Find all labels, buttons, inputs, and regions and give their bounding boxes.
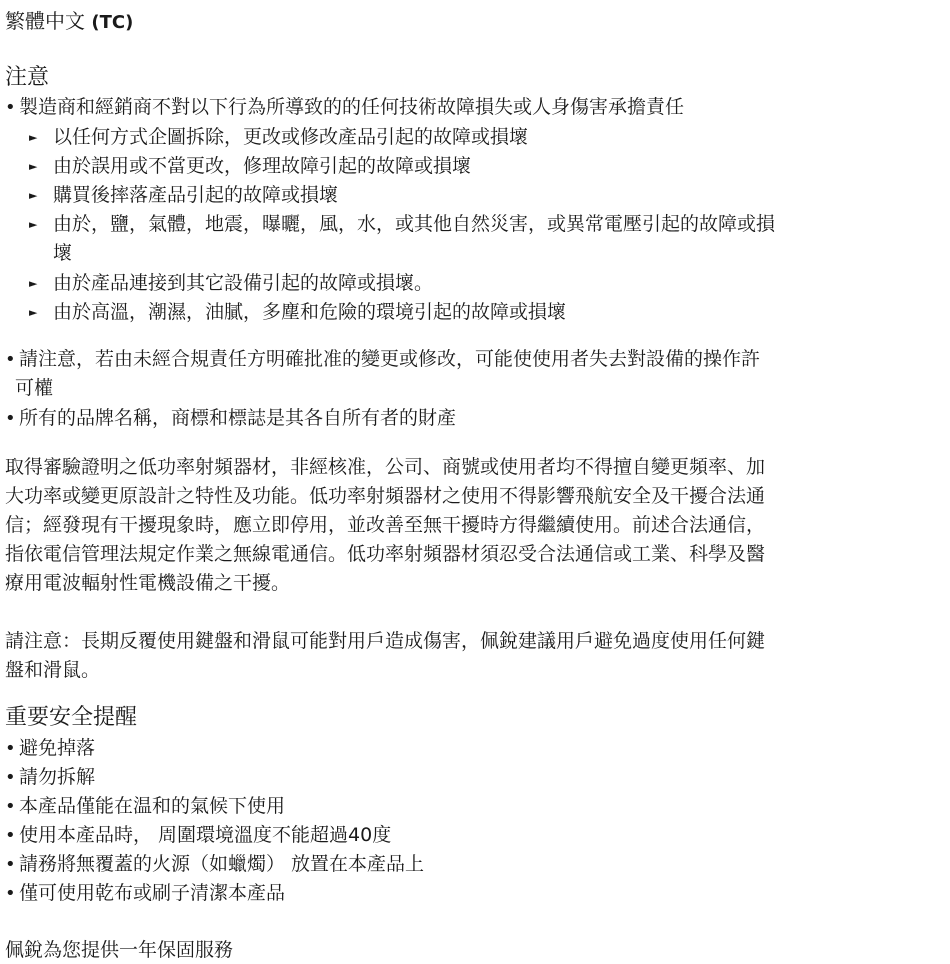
language-title	[5, 7, 133, 37]
sub-item-text: 以任何方式企圖拆除，更改或修改產品引起的故障或損壞	[53, 126, 529, 148]
bullet-dot: •	[5, 349, 16, 370]
sub-item-text: 由於高溫，潮濕，油膩，多塵和危險的環境引起的故障或損壞	[53, 301, 567, 323]
triangle-bullet-icon: ►	[29, 160, 38, 173]
paragraph-line: 指依電信管理法規定作業之無線電通信。低功率射頻器材須忍受合法通信或工業、科學及醫	[5, 543, 766, 565]
bullet-text: 所有的品牌名稱，商標和標誌是其各自所有者的財產	[19, 407, 457, 429]
triangle-bullet-icon: ►	[29, 189, 38, 202]
paragraph-line: 大功率或變更原設計之特性及功能。低功率射頻器材之使用不得影響飛航安全及干擾合法通	[5, 485, 766, 507]
paragraph-line: 療用電波輻射性電機設備之干擾。	[5, 572, 291, 594]
bullet-dot: •	[5, 767, 16, 788]
sub-item-text: 由於誤用或不當更改，修理故障引起的故障或損壞	[53, 155, 472, 177]
liability-sub-item	[29, 123, 528, 152]
liability-sub-item	[29, 298, 566, 327]
regulation-paragraph	[5, 453, 950, 598]
triangle-bullet-icon: ►	[29, 306, 38, 319]
safety-item	[5, 821, 391, 850]
safety-item-text: 使用本產品時， 周圍環境溫度不能超過40度	[19, 824, 392, 846]
bullet-dot: •	[5, 796, 16, 817]
notice-heading: 注意	[5, 65, 50, 90]
sub-item-text: 由於產品連接到其它設備引起的故障或損壞。	[53, 272, 434, 294]
bullet-dot: •	[5, 825, 16, 846]
notice-bullet-modification	[5, 345, 760, 374]
bullet-continuation: 可權	[15, 377, 54, 399]
bullet-dot: •	[5, 738, 16, 759]
safety-item	[5, 792, 285, 821]
safety-item	[5, 879, 285, 908]
bullet-text: 製造商和經銷商不對以下行為所導致的的任何技術故障損失或人身傷害承擔責任	[19, 96, 685, 118]
safety-item-text: 請務將無覆蓋的火源（如蠟燭） 放置在本產品上	[19, 853, 425, 875]
liability-sub-item	[29, 210, 775, 239]
paragraph-line: 信；經發現有干擾現象時，應立即停用，並改善至無干擾時方得繼續使用。前述合法通信，	[5, 514, 766, 536]
liability-sub-item	[29, 269, 433, 298]
notice-bullet-liability	[5, 93, 684, 122]
triangle-bullet-icon: ►	[29, 218, 38, 231]
sub-item-continuation: 壞	[53, 242, 73, 264]
paragraph-line: 取得審驗證明之低功率射頻器材，非經核准，公司、商號或使用者均不得擅自變更頻率、加	[5, 456, 766, 478]
safety-item	[5, 734, 95, 763]
safety-item-text: 請勿拆解	[19, 766, 96, 788]
liability-sub-item	[29, 181, 338, 210]
triangle-bullet-icon: ►	[29, 131, 38, 144]
sub-item-text: 由於，鹽，氣體，地震，曝曬，風，水，或其他自然災害，或異常電壓引起的故障或損	[53, 213, 776, 235]
paragraph-line: 請注意：長期反覆使用鍵盤和滑鼠可能對用戶造成傷害，佩銳建議用戶避免過度使用任何鍵	[5, 630, 766, 652]
bullet-dot: •	[5, 97, 16, 118]
bullet-dot: •	[5, 854, 16, 875]
safety-item	[5, 763, 95, 792]
bullet-dot: •	[5, 883, 16, 904]
safety-item-text: 本產品僅能在温和的氣候下使用	[19, 795, 286, 817]
safety-heading: 重要安全提醒	[5, 705, 138, 730]
triangle-bullet-icon: ►	[29, 277, 38, 290]
bullet-dot: •	[5, 408, 16, 429]
bullet-text: 請注意，若由未經合規責任方明確批准的變更或修改，可能使使用者失去對設備的操作許	[19, 348, 761, 370]
safety-item-text: 避免掉落	[19, 737, 96, 759]
language-code: (TC)	[91, 12, 134, 33]
liability-sub-item	[29, 152, 471, 181]
safety-item	[5, 850, 424, 879]
safety-item-text: 僅可使用乾布或刷子清潔本產品	[19, 882, 286, 904]
warranty-statement: 佩銳為您提供一年保固服務	[5, 939, 234, 961]
notice-bullet-trademark	[5, 404, 456, 433]
language-name: 繁體中文	[5, 9, 85, 33]
usage-warning-paragraph	[5, 627, 950, 685]
paragraph-line: 盤和滑鼠。	[5, 659, 101, 681]
sub-item-text: 購買後摔落產品引起的故障或損壞	[53, 184, 339, 206]
